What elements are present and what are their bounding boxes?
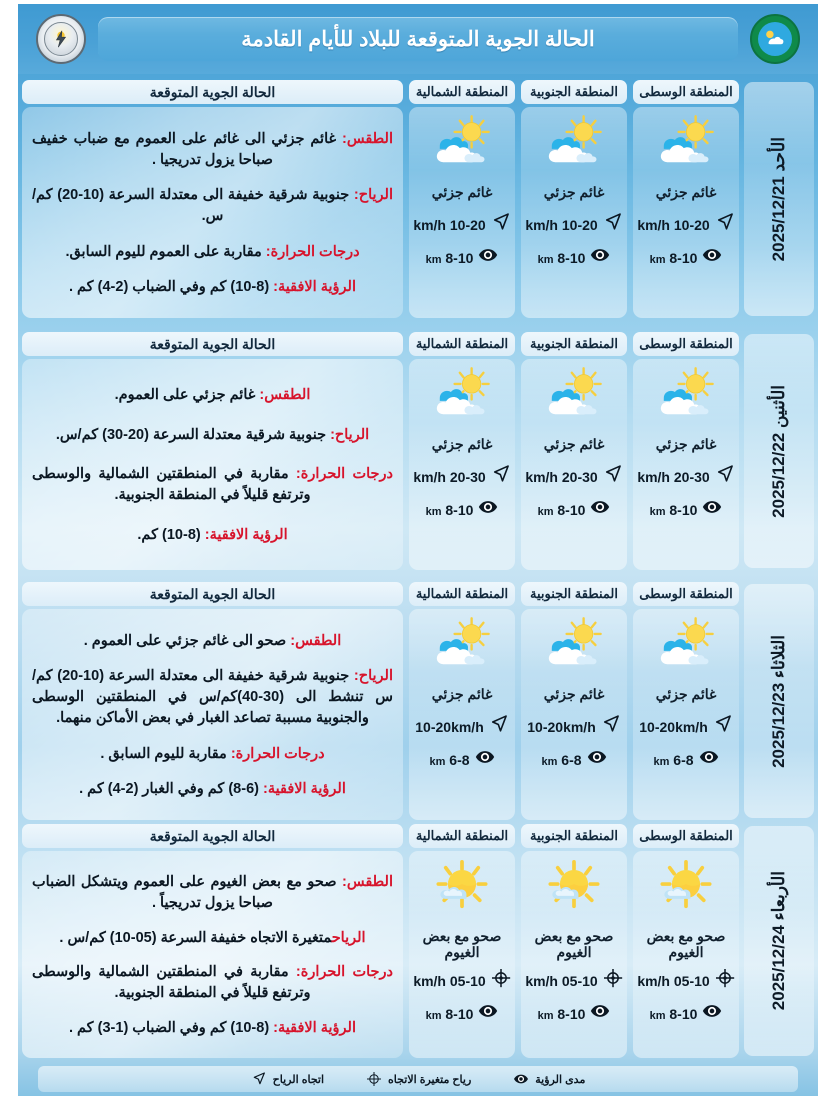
forecast-line-label: الرياح: [353,668,393,685]
forecast-line [32,129,393,171]
forecast-line-label: درجات الحرارة: [295,466,393,483]
region-name: المنطقة الوسطى [639,336,733,351]
forecast-line-label: الطقس: [342,873,393,890]
forecast-line-label: درجات الحرارة: [230,745,325,762]
forecast-line [32,631,393,652]
page-title: الحالة الجوية المتوقعة للبلاد للأيام القادمة [241,27,595,51]
forecast-line-text: جنوبية شرقية خفيفة الى معتدلة السرعة (10-20) كم/س. [32,187,354,225]
description-header-label: الحالة الجوية المتوقعة [149,335,276,352]
visibility-metric [633,497,739,522]
visibility-value: 8-10 [445,249,474,266]
wind-metric [409,714,515,739]
date-label: الأربعاء 2025/12/24 [769,871,788,1011]
description-header [22,80,403,104]
legend-footer [18,1062,818,1096]
visibility-metric [521,747,627,772]
region-cards [406,580,742,822]
wind-speed-value: 10-20km/h [639,718,708,735]
forecast-line [32,744,393,765]
wind-speed-value: 10-20 km/h [525,216,598,233]
forecast-line-label: الطقس: [342,130,393,147]
visibility-metric [521,497,627,522]
region-body-central [633,107,739,318]
date-label: الثلاثاء 2025/12/23 [769,634,788,768]
forecast-line [32,962,393,1004]
forecast-line-text: (8-10) كم وفي الضباب (2-4) كم . [68,279,274,296]
region-body-southern [521,107,627,318]
forecast-line [32,872,393,914]
eye-visibility-icon [590,497,610,522]
region-card-central [633,582,739,820]
region-card-southern [521,80,627,318]
visibility-unit: km [649,1009,666,1022]
region-body-central [633,851,739,1058]
forecast-line-label: الرؤية الافقية: [204,527,288,544]
meteorology-authority-emblem-icon [36,14,86,64]
condition-label: صحو مع بعض الغيوم [646,928,726,961]
variable-wind-compass-icon [491,968,511,993]
legend-item-visibility [513,1071,585,1087]
wind-metric [409,212,515,237]
region-card-northern [409,824,515,1058]
region-card-southern [521,582,627,820]
forecast-line [32,385,393,406]
visibility-value: 8-10 [669,1005,698,1022]
eye-visibility-icon [587,747,607,772]
sunny-few-clouds-icon [649,857,723,922]
condition-label: غائم جزئي [431,686,493,702]
visibility-unit: km [429,755,446,768]
region-cards [406,78,742,320]
forecast-line [32,666,393,729]
condition-label: صحو مع بعض الغيوم [422,928,502,961]
visibility-unit: km [425,1009,442,1022]
region-name: المنطقة الشمالية [415,84,509,99]
visibility-metric [633,1001,739,1026]
forecast-line [32,779,393,800]
partly-cloudy-icon [425,113,499,178]
description-header-label: الحالة الجوية المتوقعة [149,827,276,844]
forecast-line [32,425,393,446]
description-header-label: الحالة الجوية المتوقعة [149,83,276,100]
wind-arrow-icon [251,1071,267,1087]
partly-cloudy-icon [537,615,611,680]
visibility-value: 6-8 [673,751,694,768]
visibility-value-group [653,752,693,768]
variable-wind-compass-icon [715,968,735,993]
forecast-line [32,525,393,546]
eye-visibility-icon [702,245,722,270]
visibility-value-group [650,250,698,266]
day-row [18,822,818,1060]
description-body [22,359,403,570]
forecast-line-text: صحو الى غائم جزئي على العموم . [83,632,291,649]
visibility-unit: km [653,755,670,768]
region-name: المنطقة الجنوبية [530,84,618,99]
condition-label: غائم جزئي [431,436,493,452]
visibility-value: 8-10 [445,1005,474,1022]
condition-label: غائم جزئي [655,686,717,702]
forecast-line-label: درجات الحرارة: [265,243,360,260]
region-header-southern [521,332,627,356]
region-body-northern [409,107,515,318]
wind-metric [633,212,739,237]
visibility-unit: km [541,755,558,768]
region-cards [406,330,742,572]
wind-speed-value: 10-20 km/h [637,216,710,233]
visibility-value: 8-10 [557,1005,586,1022]
legend-item-wind-direction [251,1071,324,1087]
wind-arrow-icon [603,464,623,489]
forecast-description-column [22,332,403,570]
region-card-central [633,332,739,570]
forecast-line [32,185,393,227]
partly-cloudy-icon [425,615,499,680]
region-name: المنطقة الوسطى [639,828,733,843]
visibility-value: 8-10 [557,501,586,518]
condition-label: غائم جزئي [655,184,717,200]
region-header-central [633,824,739,848]
description-header [22,824,403,848]
forecast-description-column [22,80,403,318]
region-body-northern [409,359,515,570]
wind-arrow-icon [713,714,733,739]
visibility-unit: km [537,1009,554,1022]
forecast-line-label: الطقس: [290,632,342,649]
wind-metric [521,714,627,739]
visibility-value: 8-10 [669,501,698,518]
forecast-line-text: مقاربة على العموم لليوم السابق. [65,243,266,260]
region-body-northern [409,609,515,820]
forecast-line [32,928,393,949]
region-card-northern [409,332,515,570]
forecast-line [32,277,393,298]
region-header-northern [409,80,515,104]
wind-metric [633,968,739,993]
forecast-description-column [22,824,403,1058]
region-card-central [633,80,739,318]
wind-speed-value: 10-20km/h [415,718,484,735]
eye-visibility-icon [590,1001,610,1026]
region-card-northern [409,80,515,318]
eye-visibility-icon [702,497,722,522]
wind-arrow-icon [603,212,623,237]
legend-item-variable-wind [366,1071,471,1087]
wind-speed-value: 05-10 km/h [525,972,598,989]
page-header [18,4,818,74]
region-header-southern [521,80,627,104]
visibility-unit: km [649,253,666,266]
forecast-line-label: درجات الحرارة: [295,964,393,981]
region-name: المنطقة الشمالية [415,586,509,601]
forecast-line-label: الرياح: [330,426,370,443]
visibility-value: 6-8 [561,751,582,768]
weather-cloud-sun-badge-icon [750,14,800,64]
region-body-southern [521,851,627,1058]
description-body [22,107,403,318]
visibility-value: 8-10 [557,249,586,266]
wind-arrow-icon [601,714,621,739]
visibility-value-group [429,752,469,768]
condition-label: غائم جزئي [655,436,717,452]
visibility-metric [633,747,739,772]
visibility-unit: km [537,253,554,266]
region-name: المنطقة الوسطى [639,586,733,601]
partly-cloudy-icon [649,113,723,178]
region-body-northern [409,851,515,1058]
eye-visibility-icon [478,1001,498,1026]
region-name: المنطقة الشمالية [415,828,509,843]
wind-speed-value: 10-20km/h [527,718,596,735]
visibility-metric [521,245,627,270]
visibility-value-group [426,250,474,266]
eye-visibility-icon [478,245,498,270]
visibility-value-group [538,250,586,266]
day-row [18,330,818,572]
sunny-few-clouds-icon [425,857,499,922]
wind-arrow-icon [491,464,511,489]
forecast-line-text: مقاربة لليوم السابق . [100,745,231,762]
region-card-northern [409,582,515,820]
forecast-line-text: جنوبية شرقية خفيفة الى معتدلة السرعة (10-20) كم/س تنشط الى (30-40)كم/س في المنطقتين الوسطى والجنوبية مسببة تصاعد الغبار في بعض الأماكن منهما. [32,668,393,727]
wind-speed-value: 05-10 km/h [413,972,486,989]
date-label: الأحد 2025/12/21 [769,136,788,262]
forecast-line [32,464,393,506]
visibility-metric [409,747,515,772]
wind-metric [409,968,515,993]
forecast-line-text: جنوبية شرقية معتدلة السرعة (20-30) كم/س. [55,426,331,443]
forecast-description-column [22,582,403,820]
region-name: المنطقة الجنوبية [530,586,618,601]
visibility-value-group [541,752,581,768]
partly-cloudy-icon [425,365,499,430]
condition-label: غائم جزئي [543,686,605,702]
visibility-value: 6-8 [449,751,470,768]
region-header-central [633,332,739,356]
condition-label: صحو مع بعض الغيوم [534,928,614,961]
visibility-value-group [650,502,698,518]
forecast-line-text: مقاربة في المنطقتين الشمالية والوسطى وترتفع قليلاً في المنطقة الجنوبية. [32,466,311,504]
region-body-southern [521,359,627,570]
region-card-central [633,824,739,1058]
region-name: المنطقة الجنوبية [530,828,618,843]
wind-speed-value: 20-30 km/h [525,468,598,485]
date-column [744,826,814,1056]
region-header-northern [409,582,515,606]
forecast-line-text: غائم جزئي على العموم. [114,386,260,403]
visibility-metric [409,245,515,270]
wind-arrow-icon [715,212,735,237]
region-name: المنطقة الشمالية [415,336,509,351]
legend-label-wind-direction: اتجاه الرياح [272,1073,325,1086]
visibility-metric [521,1001,627,1026]
legend-label-variable-wind: رياح متغيرة الاتجاه [388,1073,472,1086]
region-cards [406,822,742,1060]
description-header-label: الحالة الجوية المتوقعة [149,585,276,602]
wind-metric [633,714,739,739]
date-column [744,584,814,818]
eye-visibility-icon [478,497,498,522]
forecast-line-text: (6-8) كم وفي الغبار (2-4) كم . [79,781,264,798]
forecast-line-text: صحو مع بعض الغيوم على العموم ويتشكل الضباب صباحا يزول تدريجياً . [32,873,342,911]
region-name: المنطقة الوسطى [639,84,733,99]
forecast-line-text: غائم جزئي الى غائم على العموم مع ضباب خفيف صباحا يزول تدريجيا . [32,130,342,168]
visibility-value-group [650,1006,698,1022]
variable-wind-compass-icon [603,968,623,993]
wind-metric [521,968,627,993]
wind-arrow-icon [715,464,735,489]
forecast-line-text: مقاربة في المنطقتين الشمالية والوسطى وترتفع قليلاً في المنطقة الجنوبية. [32,964,311,1002]
visibility-unit: km [425,505,442,518]
condition-label: غائم جزئي [543,436,605,452]
eye-visibility-icon [475,747,495,772]
variable-wind-compass-icon [366,1071,382,1087]
visibility-unit: km [537,505,554,518]
visibility-value-group [426,502,474,518]
visibility-unit: km [649,505,666,518]
eye-visibility-icon [699,747,719,772]
visibility-metric [409,1001,515,1026]
description-body [22,609,403,820]
description-header [22,582,403,606]
condition-label: غائم جزئي [431,184,493,200]
forecast-line-label: الطقس: [259,386,311,403]
eye-visibility-icon [702,1001,722,1026]
visibility-value-group [538,1006,586,1022]
region-card-southern [521,332,627,570]
legend-label-visibility: مدى الرؤية [535,1073,586,1086]
date-column [744,82,814,316]
region-header-southern [521,824,627,848]
region-body-southern [521,609,627,820]
forecast-line-text: (8-10) كم وفي الضباب (1-3) كم . [68,1020,274,1037]
partly-cloudy-icon [649,365,723,430]
eye-visibility-icon [590,245,610,270]
legend-bar [38,1066,798,1092]
forecast-line-label: الرياح: [353,187,393,204]
day-row [18,78,818,320]
visibility-metric [409,497,515,522]
wind-speed-value: 20-30 km/h [413,468,486,485]
forecast-line-label: الرؤية الافقية: [273,279,357,296]
region-body-central [633,359,739,570]
region-header-northern [409,824,515,848]
visibility-unit: km [425,253,442,266]
wind-speed-value: 20-30 km/h [637,468,710,485]
visibility-value-group [538,502,586,518]
region-header-central [633,80,739,104]
wind-arrow-icon [491,212,511,237]
visibility-value: 8-10 [445,501,474,518]
wind-speed-value: 10-20 km/h [413,216,486,233]
region-card-southern [521,824,627,1058]
wind-metric [409,464,515,489]
partly-cloudy-icon [649,615,723,680]
region-header-northern [409,332,515,356]
partly-cloudy-icon [537,365,611,430]
forecast-line-text: متغيرة الاتجاه خفيفة السرعة (05-10) كم/س . [59,929,332,946]
date-column [744,334,814,568]
wind-speed-value: 05-10 km/h [637,972,710,989]
wind-metric [633,464,739,489]
wind-metric [521,464,627,489]
forecast-line [32,242,393,263]
sunny-few-clouds-icon [537,857,611,922]
forecast-line-label: الرؤية الافقية: [263,781,346,798]
forecast-line-label: الرياح [331,929,366,946]
title-banner [98,17,738,61]
wind-arrow-icon [489,714,509,739]
region-body-central [633,609,739,820]
date-label: الأثنين 2025/12/22 [769,384,788,518]
region-name: المنطقة الجنوبية [530,336,618,351]
description-body [22,851,403,1058]
visibility-value-group [426,1006,474,1022]
forecast-line [32,1018,393,1039]
wind-metric [521,212,627,237]
eye-visibility-icon [513,1071,529,1087]
visibility-value: 8-10 [669,249,698,266]
region-header-central [633,582,739,606]
region-header-southern [521,582,627,606]
condition-label: غائم جزئي [543,184,605,200]
forecast-line-text: (8-10) كم. [137,527,205,544]
partly-cloudy-icon [537,113,611,178]
description-header [22,332,403,356]
visibility-metric [633,245,739,270]
day-row [18,580,818,822]
forecast-line-label: الرؤية الافقية: [273,1020,357,1037]
